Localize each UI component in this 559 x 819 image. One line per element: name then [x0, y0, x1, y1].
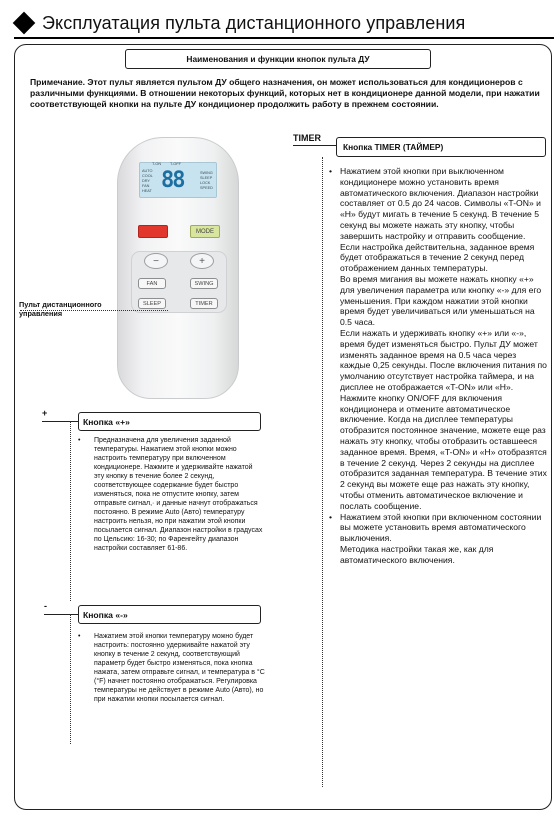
plus-side-line: [70, 421, 71, 601]
lcd-label-heat: HEAT: [142, 189, 152, 193]
lcd-label-auto: AUTO: [142, 169, 153, 173]
timer-button[interactable]: TIMER: [190, 298, 218, 309]
timer-section-title: Кнопка TIMER (ТАЙМЕР): [336, 137, 546, 157]
timer-description: [329, 166, 547, 565]
header-underline: [14, 37, 554, 39]
sleep-button[interactable]: SLEEP: [138, 298, 166, 309]
note-paragraph: Примечание. Этот пульт является пультом ДУ общего назначения, он может использоваться для кондиционеров с различными функциями. В отношении некоторых функций, которых нет в кондиционере данной модели, при нажатии соответствующей кнопки на пульте ДУ кондиционер продолжить работу в прежнем состоянии.: [30, 77, 540, 109]
lcd-label-lock: LOCK: [200, 181, 211, 185]
remote-lcd-display: [139, 162, 217, 198]
timer-paragraph-4: Нажатием этой кнопки при включенном состоянии вы можете установить время автоматического выключения.: [340, 511, 542, 544]
list-item: [329, 512, 547, 544]
plus-connector-line: [42, 421, 78, 422]
minus-key-title: Кнопка «-»: [78, 605, 261, 624]
timer-side-line: [322, 157, 323, 787]
remote-control-image: [117, 137, 239, 399]
plus-key-title: Кнопка «+»: [78, 412, 261, 431]
timer-paragraph-2: Во время мигания вы можете нажать кнопку «+» для увеличения параметра или кнопку «-» для его уменьшения. При каждом нажатии этой кнопки время будет увеличиваться или уменьшаться на 0.5 часа.: [340, 273, 542, 328]
minus-key-description: [78, 632, 268, 704]
page-header: [14, 10, 554, 36]
lcd-digits: 88: [161, 168, 184, 193]
swing-button[interactable]: SWING: [190, 278, 218, 289]
minus-sign-label: -: [44, 601, 47, 611]
lcd-label-speed: SPEED: [200, 186, 213, 190]
onoff-button[interactable]: [138, 225, 168, 238]
timer-paragraph-3: Если нажать и удерживать кнопку «+» или «-», время будет изменяться быстро. Пульт ДУ может изменять заданное время на 0.5 часа через каждые 0,25 секунды. После включения питания по умолчанию отсутствует настройка таймера, и на дисплее не отображается «T-ON» или «H». Нажмите кнопку ON/OFF для включения кондиционера и отмените автоматическое включение. Когда на дисплее температуры отобразится постоянное значение, можете еще раз нажать эту кнопку, чтобы отобразить оставшееся заданное время. Время, «T-ON» и «H» отобразятся в течение 2 секунд. Через 2 секунды на дисплее отобразится заданная температура. В течение этих 2 секунд вы можете еще раз нажать эту кнопку, чтобы отменить автоматическое включение и послать сообщение.: [340, 327, 547, 511]
minus-side-line: [70, 614, 71, 744]
page-title: Эксплуатация пульта дистанционного управления: [42, 12, 466, 33]
lcd-label-sleep: SLEEP: [200, 176, 213, 180]
mode-button[interactable]: MODE: [190, 225, 220, 238]
list-item: [329, 166, 547, 274]
lcd-label-ton: T-ON: [152, 162, 162, 166]
plus-key-text: Предназначена для увеличения заданной температуры. Нажатием этой кнопки можно настроить температуру при включенном кондиционере. Нажмите и удерживайте нажатой эту кнопку в течение более 2 секунд, соответствующее содержание будет быстро изменяться, пока не отпустите кнопку, затем отправьте сигнал,· и данные начнут отображаться постоянно. В режиме Auto (Авто) температуру настроить нельзя, но при нажатии этой кнопки посылается сигнал. Диапазон настройки в градусах по Цельсию: 16-30; по Фаренгейту диапазон настройки составляет 61-86.: [94, 437, 263, 552]
lcd-label-cool: COOL: [142, 174, 153, 178]
list-item: [78, 632, 268, 704]
fan-button[interactable]: FAN: [138, 278, 166, 289]
plus-sign-label: +: [42, 408, 48, 418]
diamond-bullet-icon: [13, 12, 36, 35]
list-item: [78, 436, 264, 553]
timer-connector-line: [293, 145, 336, 146]
remote-pointer-line: [20, 310, 168, 311]
minus-connector-line: [44, 614, 78, 615]
plus-button[interactable]: +: [190, 253, 214, 269]
lcd-label-dry: DRY: [142, 179, 150, 183]
remote-caption: Пульт дистанционного управления: [19, 300, 102, 318]
lcd-label-swing: SWING: [200, 171, 213, 175]
timer-paragraph-5: Методика настройки такая же, как для автоматического включения.: [340, 543, 494, 565]
lcd-label-fan: FAN: [142, 184, 150, 188]
lcd-label-toff: T-OFF: [170, 162, 181, 166]
plus-key-description: [78, 436, 264, 553]
timer-tag: TIMER: [293, 133, 321, 143]
minus-button[interactable]: −: [144, 253, 168, 269]
section-title: Наименования и функции кнопок пульта ДУ: [125, 49, 431, 69]
minus-key-text: Нажатием этой кнопки температуру можно будет настроить: постоянно удерживайте нажатой эту кнопку в течение 2 секунд, соответствующий параметр будет быстро изменяться, пока кнопка нажата, затем отправьте сигнал, и температура в °С (°F) начнет постоянно отображаться. Регулировка температуры не действует в режиме Auto (Авто), но при нажатии кнопки посылается сигнал.: [94, 633, 265, 703]
bullet-icon: •: [329, 166, 333, 176]
bullet-icon: •: [78, 437, 81, 444]
timer-paragraph-1: Нажатием этой кнопки при выключенном кондиционере можно установить время автоматического включения. Диапазон настройки составляет от 0.5 до 24 часов. Символы «T-ON» и «H» будут мигать в течение 5 секунд. В течение 5 секунд вы можете нажать эту кнопку, чтобы завершить настройку и отправить сообщение. Если настройка действительна, заданное время будет отображаться в течение 2 секунд перед отображением данных температуры.: [340, 166, 541, 274]
bullet-icon: •: [329, 511, 333, 522]
bullet-icon: •: [78, 633, 81, 640]
